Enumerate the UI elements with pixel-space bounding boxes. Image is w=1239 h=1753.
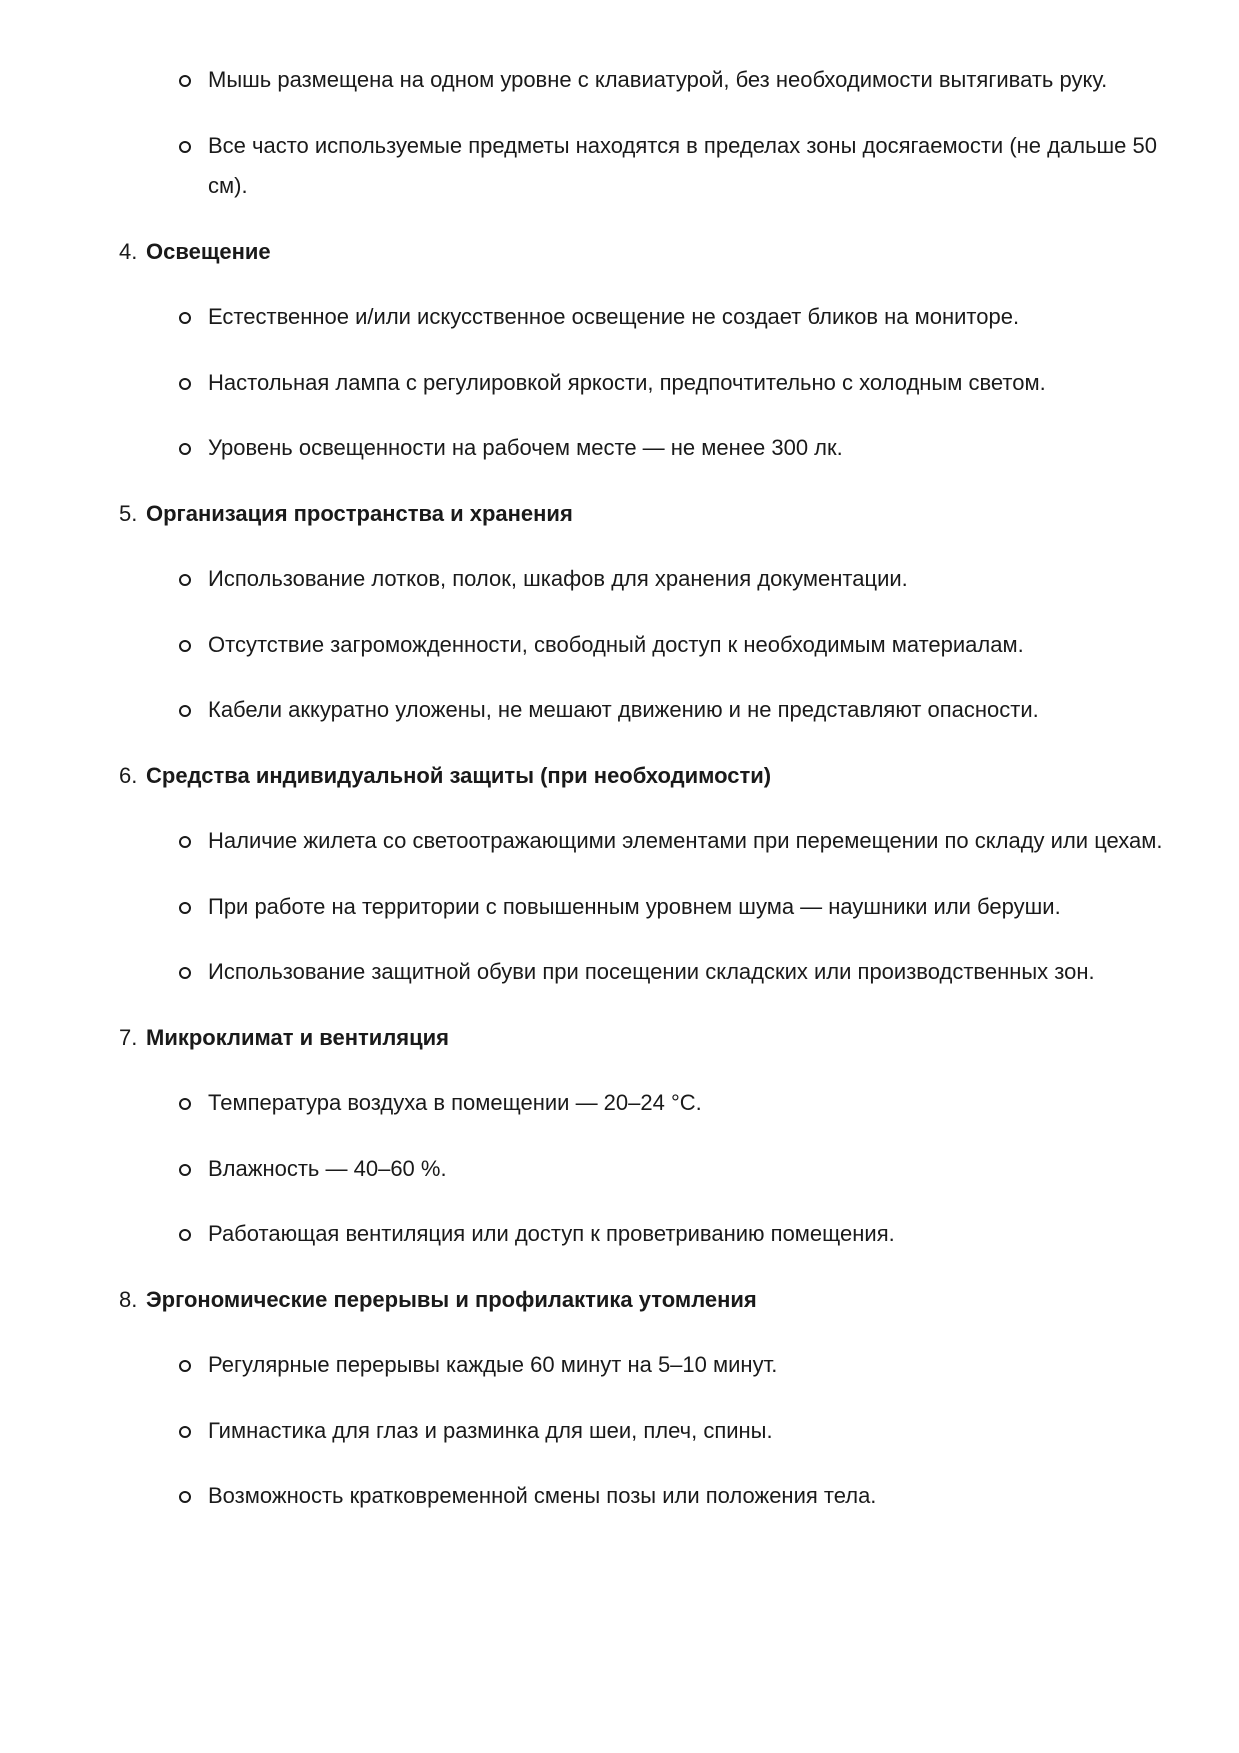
- list-item: [208, 559, 1168, 600]
- list-item: [208, 887, 1168, 928]
- circle-bullet-icon: [179, 640, 191, 652]
- list-item: [208, 1083, 1168, 1124]
- section-list: [0, 821, 1168, 993]
- list-item-text: Уровень освещенности на рабочем месте — не менее 300 лк.: [208, 435, 843, 460]
- section-list: [0, 559, 1168, 731]
- section-title: Организация пространства и хранения: [146, 500, 573, 526]
- section-title: Микроклимат и вентиляция: [146, 1024, 450, 1050]
- section-list: [0, 1083, 1168, 1255]
- circle-bullet-icon: [179, 1098, 191, 1110]
- list-item: [208, 1149, 1168, 1190]
- list-item-text: Температура воздуха в помещении — 20–24 °C.: [208, 1090, 702, 1115]
- list-item-text: Возможность кратковременной смены позы или положения тела.: [208, 1483, 877, 1508]
- section-title: Освещение: [146, 238, 271, 264]
- list-item-text: Регулярные перерывы каждые 60 минут на 5–10 минут.: [208, 1352, 778, 1377]
- circle-bullet-icon: [179, 378, 191, 390]
- list-item-text: Влажность — 40–60 %.: [208, 1155, 447, 1181]
- list-item: [208, 690, 1168, 731]
- list-item-text: Использование лотков, полок, шкафов для хранения документации.: [208, 566, 908, 591]
- section-heading: [0, 756, 1239, 797]
- section-3-continued-list: [0, 60, 1168, 207]
- list-item-text: При работе на территории с повышенным уровнем шума — наушники или беруши.: [208, 893, 1061, 919]
- list-item: [208, 126, 1168, 207]
- list-item: [208, 625, 1168, 666]
- section-heading: [0, 1280, 1239, 1321]
- list-item: [208, 428, 1168, 469]
- section-title: Эргономические перерывы и профилактика утомления: [146, 1286, 757, 1312]
- list-item-text: Гимнастика для глаз и разминка для шеи, плеч, спины.: [208, 1417, 773, 1443]
- section-number: 7.: [119, 1024, 138, 1050]
- list-item: [208, 1345, 1168, 1386]
- circle-bullet-icon: [179, 1229, 191, 1241]
- list-item-text: Наличие жилета со светоотражающими элементами при перемещении по складу или цехам.: [208, 828, 1163, 853]
- circle-bullet-icon: [179, 967, 191, 979]
- circle-bullet-icon: [179, 574, 191, 586]
- section-title: Средства индивидуальной защиты (при необходимости): [146, 762, 772, 788]
- list-item: [208, 1476, 1168, 1517]
- circle-bullet-icon: [179, 1360, 191, 1372]
- section-list: [0, 297, 1168, 469]
- list-item-text: Естественное и/или искусственное освещение не создает бликов на мониторе.: [208, 304, 1020, 329]
- circle-bullet-icon: [179, 902, 191, 914]
- list-item-text: Настольная лампа с регулировкой яркости, предпочтительно с холодным светом.: [208, 369, 1046, 395]
- circle-bullet-icon: [179, 1491, 191, 1503]
- list-item: [208, 1214, 1168, 1255]
- list-item-text: Кабели аккуратно уложены, не мешают движению и не представляют опасности.: [208, 697, 1039, 722]
- circle-bullet-icon: [179, 141, 191, 153]
- list-item-text: Работающая вентиляция или доступ к проветриванию помещения.: [208, 1221, 895, 1246]
- section-number: 8.: [119, 1286, 138, 1312]
- circle-bullet-icon: [179, 312, 191, 324]
- list-item-text: Мышь размещена на одном уровне с клавиатурой, без необходимости вытягивать руку.: [208, 67, 1108, 92]
- circle-bullet-icon: [179, 75, 191, 87]
- list-item: [208, 1411, 1168, 1452]
- list-item: [208, 952, 1168, 993]
- list-item-text: Отсутствие загроможденности, свободный доступ к необходимым материалам.: [208, 631, 1024, 657]
- section-heading: [0, 232, 1239, 273]
- section-number: 6.: [119, 762, 138, 788]
- circle-bullet-icon: [179, 443, 191, 455]
- circle-bullet-icon: [179, 1164, 191, 1176]
- circle-bullet-icon: [179, 705, 191, 717]
- section-heading: [0, 494, 1239, 535]
- section-number: 4.: [119, 238, 138, 264]
- list-item-text: Использование защитной обуви при посещении складских или производственных зон.: [208, 959, 1095, 984]
- list-item: [208, 60, 1168, 101]
- list-item-text: Все часто используемые предметы находятся в пределах зоны досягаемости (не дальше 50 см).: [208, 132, 1157, 198]
- list-item: [208, 821, 1168, 862]
- circle-bullet-icon: [179, 1426, 191, 1438]
- section-heading: [0, 1018, 1239, 1059]
- list-item: [208, 363, 1168, 404]
- circle-bullet-icon: [179, 836, 191, 848]
- section-list: [0, 1345, 1168, 1517]
- section-number: 5.: [119, 500, 138, 526]
- list-item: [208, 297, 1168, 338]
